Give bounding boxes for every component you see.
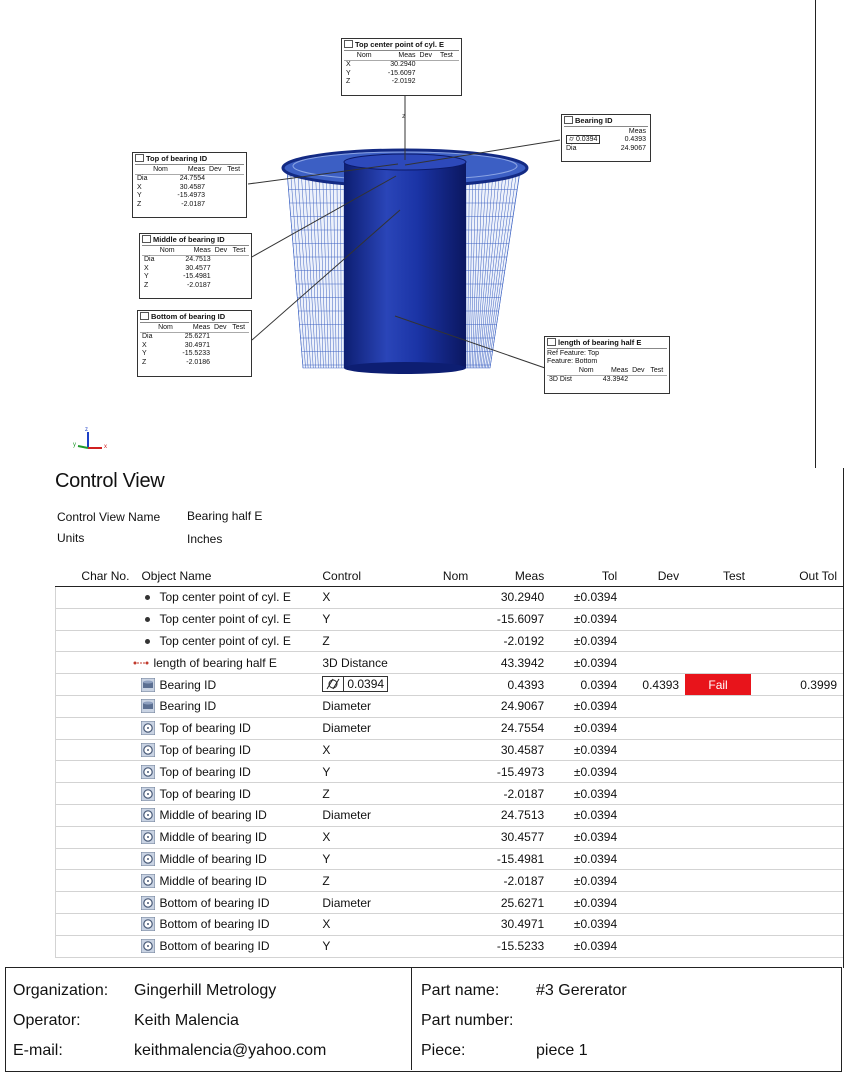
callout-top-of-bearing-id[interactable]: Top of bearing ID Nom Meas Dev Test Dia 24.7554 X 30.4587 Y -15.4973 Z -2.0187 xyxy=(132,152,247,218)
test-cell xyxy=(685,913,751,935)
out-tol-cell xyxy=(751,804,843,826)
char-no-cell xyxy=(56,587,136,609)
meas-cell: -15.5233 xyxy=(474,935,550,957)
col-dev[interactable]: Dev xyxy=(623,566,685,587)
object-name-cell xyxy=(135,892,316,914)
char-no-cell xyxy=(56,739,136,761)
svg-text:z: z xyxy=(85,427,88,433)
out-tol-cell xyxy=(751,717,843,739)
tol-cell: ±0.0394 xyxy=(550,695,623,717)
table-row[interactable] xyxy=(56,892,844,914)
control-cell: X xyxy=(316,739,408,761)
point-icon xyxy=(145,595,150,600)
table-row[interactable] xyxy=(56,630,844,652)
control-view-name-label: Control View Name xyxy=(57,510,161,524)
control-cell: Diameter xyxy=(316,695,408,717)
col-char-no[interactable]: Char No. xyxy=(56,566,136,587)
test-cell xyxy=(685,870,751,892)
callout-table: Nom Meas Dev Test Dia 24.7554 X 30.4587 Y -15.4973 Z -2.0187 xyxy=(135,166,244,210)
dev-cell xyxy=(623,892,685,914)
callout-bearing-id[interactable]: Bearing ID Meas ⌭ 0.0394 0.4393 Dia 24.9067 xyxy=(561,114,651,162)
dev-cell xyxy=(623,761,685,783)
control-cell: Diameter xyxy=(316,892,408,914)
tol-cell: ±0.0394 xyxy=(550,608,623,630)
control-cell: X xyxy=(316,826,408,848)
circle-feature-icon xyxy=(142,235,151,243)
meas-cell: 30.2940 xyxy=(474,587,550,609)
tol-cell: ±0.0394 xyxy=(550,761,623,783)
control-cell: Z xyxy=(316,870,408,892)
svg-text:y: y xyxy=(73,442,76,448)
out-tol-cell xyxy=(751,608,843,630)
control-cell: Diameter xyxy=(316,717,408,739)
table-row[interactable] xyxy=(56,804,844,826)
char-no-cell xyxy=(56,652,136,674)
object-name-cell xyxy=(135,739,316,761)
out-tol-cell xyxy=(751,913,843,935)
circle-icon xyxy=(141,852,155,866)
nom-cell xyxy=(408,674,474,696)
tol-cell: 0.0394 xyxy=(550,674,623,696)
dev-cell xyxy=(623,608,685,630)
circle-icon xyxy=(141,765,155,779)
nom-cell xyxy=(408,608,474,630)
object-name-cell xyxy=(135,935,316,957)
object-name-cell xyxy=(135,587,316,609)
char-no-cell xyxy=(56,783,136,805)
meas-cell: -15.6097 xyxy=(474,608,550,630)
point-feature-icon xyxy=(344,40,353,48)
meas-cell: 24.9067 xyxy=(474,695,550,717)
col-nom[interactable]: Nom xyxy=(408,566,474,587)
out-tol-cell xyxy=(751,935,843,957)
organization-value: Gingerhill Metrology xyxy=(134,982,277,999)
object-name: Bottom of bearing ID xyxy=(159,917,270,932)
nom-cell xyxy=(408,761,474,783)
control-cell: X xyxy=(316,913,408,935)
char-no-cell xyxy=(56,848,136,870)
table-row[interactable] xyxy=(56,935,844,957)
out-tol-cell xyxy=(751,652,843,674)
col-object-name[interactable]: Object Name xyxy=(135,566,316,587)
object-name: Middle of bearing ID xyxy=(159,873,267,888)
part-name-label: Part name: xyxy=(421,982,500,999)
control-view-table xyxy=(55,566,843,958)
out-tol-cell xyxy=(751,848,843,870)
meas-cell: -2.0187 xyxy=(474,783,550,805)
out-tol-cell xyxy=(751,783,843,805)
table-row[interactable] xyxy=(56,674,844,696)
distance-icon xyxy=(133,656,149,670)
object-name: Bottom of bearing ID xyxy=(159,939,270,954)
char-no-cell xyxy=(56,804,136,826)
object-name-cell xyxy=(135,652,316,674)
callout-table: Nom Meas Dev Test 3D Dist 43.3942 xyxy=(547,367,667,385)
table-row[interactable] xyxy=(56,761,844,783)
object-name: Middle of bearing ID xyxy=(159,808,267,823)
out-tol-cell xyxy=(751,739,843,761)
meas-cell: 30.4971 xyxy=(474,913,550,935)
axis-triad-icon xyxy=(70,426,110,452)
nom-cell xyxy=(408,630,474,652)
circle-icon xyxy=(141,939,155,953)
object-name: Top of bearing ID xyxy=(159,742,251,757)
char-no-cell xyxy=(56,630,136,652)
table-row[interactable] xyxy=(56,870,844,892)
object-name-cell xyxy=(135,674,316,696)
dev-cell xyxy=(623,804,685,826)
test-cell xyxy=(685,783,751,805)
circle-icon xyxy=(141,917,155,931)
meas-cell: -2.0192 xyxy=(474,630,550,652)
nom-cell xyxy=(408,892,474,914)
meas-cell: -2.0187 xyxy=(474,870,550,892)
units-label: Units xyxy=(57,531,85,545)
control-cell: Y xyxy=(316,761,408,783)
operator-value: Keith Malencia xyxy=(134,1012,239,1029)
control-cell: Diameter xyxy=(316,804,408,826)
cylinder-icon xyxy=(141,699,155,713)
object-name: Top center point of cyl. E xyxy=(159,612,291,627)
dev-cell xyxy=(623,826,685,848)
piece-value: piece 1 xyxy=(536,1042,588,1059)
circle-icon xyxy=(141,787,155,801)
circle-feature-icon xyxy=(135,154,144,162)
meas-cell: 30.4577 xyxy=(474,826,550,848)
nom-cell xyxy=(408,913,474,935)
test-cell xyxy=(685,848,751,870)
piece-label: Piece: xyxy=(421,1042,466,1059)
callout-table: Meas ⌭ 0.0394 0.4393 Dia 24.9067 xyxy=(566,127,646,152)
object-name: Middle of bearing ID xyxy=(159,851,267,866)
test-cell xyxy=(685,826,751,848)
table-row[interactable] xyxy=(56,848,844,870)
report-footer xyxy=(5,967,842,1072)
nom-cell xyxy=(408,804,474,826)
table-row[interactable] xyxy=(56,739,844,761)
cylindricity-icon xyxy=(323,677,344,691)
char-no-cell xyxy=(56,608,136,630)
object-name-cell xyxy=(135,913,316,935)
nom-cell xyxy=(408,935,474,957)
cylinder-icon xyxy=(141,678,155,692)
char-no-cell xyxy=(56,826,136,848)
object-name-cell xyxy=(135,804,316,826)
table-row[interactable] xyxy=(56,826,844,848)
nom-cell xyxy=(408,783,474,805)
object-name-cell xyxy=(135,870,316,892)
meas-cell: -15.4981 xyxy=(474,848,550,870)
object-name: length of bearing half E xyxy=(153,655,277,670)
email-value: keithmalencia@yahoo.com xyxy=(134,1042,327,1059)
test-cell xyxy=(685,608,751,630)
char-no-cell xyxy=(56,913,136,935)
meas-cell: 0.4393 xyxy=(474,674,550,696)
object-name: Bottom of bearing ID xyxy=(159,895,270,910)
col-tol[interactable]: Tol xyxy=(550,566,623,587)
object-name-cell xyxy=(135,630,316,652)
table-row[interactable] xyxy=(56,608,844,630)
char-no-cell xyxy=(56,892,136,914)
control-view-name-value: Bearing half E xyxy=(187,509,263,523)
table-row[interactable] xyxy=(56,695,844,717)
tol-cell: ±0.0394 xyxy=(550,892,623,914)
nom-cell xyxy=(408,848,474,870)
callout-table: Nom Meas Dev Test Dia 24.7513 X 30.4577 Y -15.4981 Z -2.0187 xyxy=(142,247,249,291)
nom-cell xyxy=(408,587,474,609)
test-cell: Fail xyxy=(685,674,751,696)
dev-cell: 0.4393 xyxy=(623,674,685,696)
callout-table: Nom Meas Dev Test X 30.2940 Y -15.6097 Z -2.0192 xyxy=(344,52,459,87)
tol-cell: ±0.0394 xyxy=(550,739,623,761)
nom-cell xyxy=(408,695,474,717)
dev-cell xyxy=(623,630,685,652)
object-name-cell xyxy=(135,717,316,739)
footer-divider xyxy=(411,968,412,1070)
char-no-cell xyxy=(56,717,136,739)
out-tol-cell xyxy=(751,892,843,914)
callout-middle-of-bearing-id[interactable]: Middle of bearing ID Nom Meas Dev Test Dia 24.7513 X 30.4577 Y -15.4981 Z -2.0187 xyxy=(139,233,252,299)
test-cell xyxy=(685,892,751,914)
meas-cell: -15.4973 xyxy=(474,761,550,783)
object-name: Top of bearing ID xyxy=(159,786,251,801)
units-value: Inches xyxy=(187,532,223,546)
nom-cell xyxy=(408,870,474,892)
dev-cell xyxy=(623,587,685,609)
object-name: Top center point of cyl. E xyxy=(159,590,291,605)
control-cell: Y xyxy=(316,935,408,957)
object-name-cell xyxy=(135,848,316,870)
char-no-cell xyxy=(56,695,136,717)
tol-cell: ±0.0394 xyxy=(550,826,623,848)
meas-cell: 24.7513 xyxy=(474,804,550,826)
control-cell: Y xyxy=(316,848,408,870)
test-cell xyxy=(685,652,751,674)
dev-cell xyxy=(623,935,685,957)
gdt-control-frame: 0.0394 xyxy=(322,676,388,692)
table-header-row xyxy=(56,566,844,587)
dev-cell xyxy=(623,783,685,805)
point-icon xyxy=(145,617,150,622)
dev-cell xyxy=(623,848,685,870)
dev-cell xyxy=(623,870,685,892)
object-name: Middle of bearing ID xyxy=(159,830,267,845)
tol-cell: ±0.0394 xyxy=(550,935,623,957)
control-cell: X xyxy=(316,587,408,609)
callout-top-center-point[interactable]: Top center point of cyl. E Nom Meas Dev Test X 30.2940 Y -15.6097 Z -2.0192 xyxy=(341,38,462,96)
nom-cell xyxy=(408,652,474,674)
circle-icon xyxy=(141,896,155,910)
char-no-cell xyxy=(56,935,136,957)
tol-cell: ±0.0394 xyxy=(550,804,623,826)
page-frame-edge xyxy=(843,468,844,968)
object-name: Top of bearing ID xyxy=(159,764,251,779)
out-tol-cell xyxy=(751,826,843,848)
part-number-label: Part number: xyxy=(421,1012,514,1029)
control-cell: 3D Distance xyxy=(316,652,408,674)
table-row[interactable] xyxy=(56,652,844,674)
tol-cell: ±0.0394 xyxy=(550,848,623,870)
object-name-cell xyxy=(135,783,316,805)
dev-cell xyxy=(623,739,685,761)
object-name-cell xyxy=(135,761,316,783)
object-name: Bearing ID xyxy=(159,699,217,714)
table-row[interactable] xyxy=(56,717,844,739)
dev-cell xyxy=(623,717,685,739)
tol-cell: ±0.0394 xyxy=(550,652,623,674)
dev-cell xyxy=(623,913,685,935)
3d-viewport[interactable] xyxy=(0,0,815,460)
table-row[interactable] xyxy=(56,783,844,805)
char-no-cell xyxy=(56,761,136,783)
distance-feature-icon xyxy=(547,338,556,346)
control-cell: Z xyxy=(316,783,408,805)
table-row[interactable] xyxy=(56,913,844,935)
circle-icon xyxy=(141,830,155,844)
callout-length-of-bearing[interactable]: length of bearing half E Ref Feature: Top Feature: Bottom Nom Meas Dev Test 3D Dist 43.3942 xyxy=(544,336,670,394)
col-test[interactable]: Test xyxy=(685,566,751,587)
out-tol-cell xyxy=(751,761,843,783)
out-tol-cell: 0.3999 xyxy=(751,674,843,696)
col-out-tol[interactable]: Out Tol xyxy=(751,566,843,587)
operator-label: Operator: xyxy=(13,1012,81,1029)
object-name: Top of bearing ID xyxy=(159,721,251,736)
circle-icon xyxy=(141,808,155,822)
test-cell xyxy=(685,761,751,783)
control-view-title: Control View xyxy=(55,470,165,492)
organization-label: Organization: xyxy=(13,982,109,999)
circle-feature-icon xyxy=(140,312,149,320)
test-cell xyxy=(685,695,751,717)
control-cell: Y xyxy=(316,608,408,630)
col-control[interactable]: Control xyxy=(316,566,408,587)
out-tol-cell xyxy=(751,630,843,652)
control-cell: Z xyxy=(316,630,408,652)
svg-text:x: x xyxy=(104,444,107,450)
object-name-cell xyxy=(135,695,316,717)
out-tol-cell xyxy=(751,870,843,892)
meas-cell: 25.6271 xyxy=(474,892,550,914)
test-cell xyxy=(685,804,751,826)
callout-table: Nom Meas Dev Test Dia 25.6271 X 30.4971 Y -15.5233 Z -2.0186 xyxy=(140,324,249,368)
test-cell xyxy=(685,935,751,957)
tol-cell: ±0.0394 xyxy=(550,630,623,652)
email-label: E-mail: xyxy=(13,1042,63,1059)
object-name: Top center point of cyl. E xyxy=(159,633,291,648)
point-icon xyxy=(145,639,150,644)
tol-cell: ±0.0394 xyxy=(550,783,623,805)
part-name-value: #3 Gererator xyxy=(536,982,627,999)
meas-cell: 43.3942 xyxy=(474,652,550,674)
nom-cell xyxy=(408,826,474,848)
meas-cell: 24.7554 xyxy=(474,717,550,739)
object-name: Bearing ID xyxy=(159,677,217,692)
col-meas[interactable]: Meas xyxy=(474,566,550,587)
test-cell xyxy=(685,630,751,652)
char-no-cell xyxy=(56,674,136,696)
test-cell xyxy=(685,587,751,609)
callout-bottom-of-bearing-id[interactable]: Bottom of bearing ID Nom Meas Dev Test Dia 25.6271 X 30.4971 Y -15.5233 Z -2.0186 xyxy=(137,310,252,377)
object-name-cell xyxy=(135,608,316,630)
circle-icon xyxy=(141,743,155,757)
tol-cell: ±0.0394 xyxy=(550,587,623,609)
tol-cell: ±0.0394 xyxy=(550,913,623,935)
table-row[interactable] xyxy=(56,587,844,609)
out-tol-cell xyxy=(751,587,843,609)
object-name-cell xyxy=(135,826,316,848)
page-frame-edge xyxy=(815,0,816,468)
meas-cell: 30.4587 xyxy=(474,739,550,761)
tol-cell: ±0.0394 xyxy=(550,717,623,739)
cylinder-feature-icon xyxy=(564,116,573,124)
dev-cell xyxy=(623,695,685,717)
test-cell xyxy=(685,717,751,739)
circle-icon xyxy=(141,874,155,888)
tol-cell: ±0.0394 xyxy=(550,870,623,892)
circle-icon xyxy=(141,721,155,735)
char-no-cell xyxy=(56,870,136,892)
dev-cell xyxy=(623,652,685,674)
control-cell xyxy=(316,674,408,696)
svg-text:z: z xyxy=(402,113,406,120)
nom-cell xyxy=(408,717,474,739)
out-tol-cell xyxy=(751,695,843,717)
test-cell xyxy=(685,739,751,761)
nom-cell xyxy=(408,739,474,761)
